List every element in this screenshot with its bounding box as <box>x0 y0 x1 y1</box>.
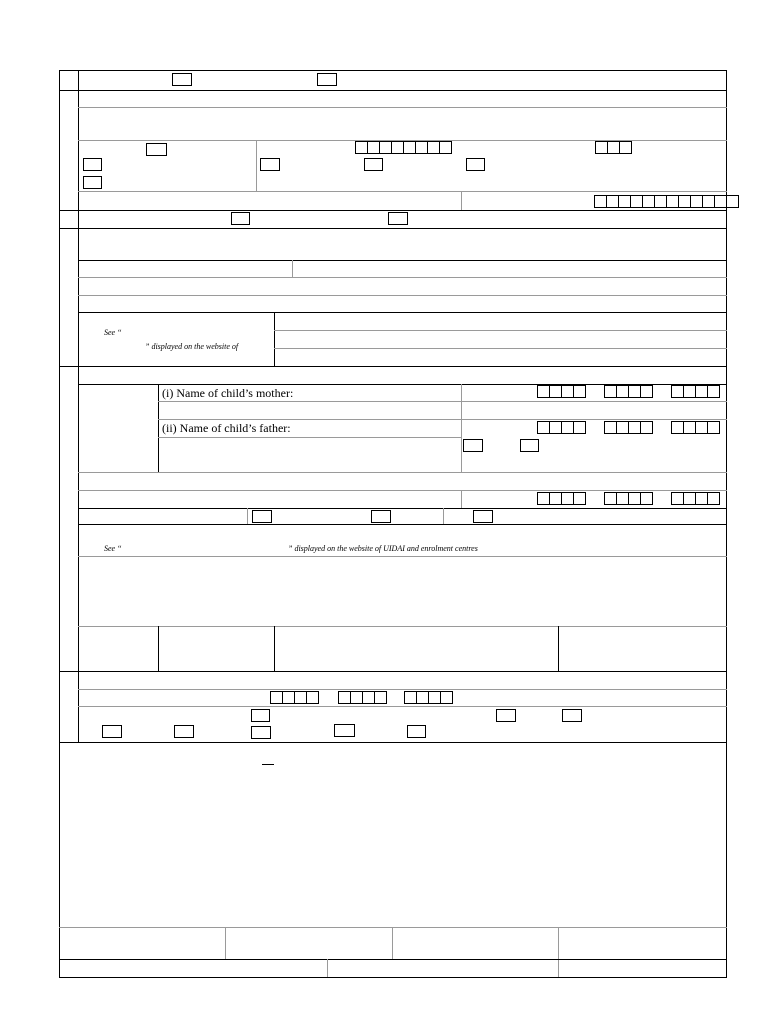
option-checkbox[interactable] <box>251 709 270 722</box>
section-separator <box>59 210 727 211</box>
section-separator <box>59 90 727 91</box>
field-line <box>78 556 727 557</box>
signature-row-bottom <box>59 959 727 960</box>
option-checkbox[interactable] <box>463 439 483 452</box>
mother-digit-group-1[interactable] <box>537 385 586 398</box>
row1-option-checkbox[interactable] <box>172 73 192 86</box>
twelve-digit-input[interactable] <box>594 195 739 208</box>
field-line <box>274 330 727 331</box>
option-checkbox[interactable] <box>174 725 194 738</box>
field-line <box>158 437 461 438</box>
option-checkbox[interactable] <box>466 158 485 171</box>
option-checkbox[interactable] <box>251 726 271 739</box>
field-divider <box>443 508 444 525</box>
field-divider <box>461 490 462 508</box>
field-divider <box>461 191 462 210</box>
option-checkbox[interactable] <box>83 176 102 189</box>
father-digit-group-1[interactable] <box>537 421 586 434</box>
see-note-prefix: See “ <box>104 544 122 553</box>
option-checkbox[interactable] <box>252 510 272 523</box>
eight-digit-input[interactable] <box>355 141 452 154</box>
three-digit-input[interactable] <box>595 141 632 154</box>
row3-option-checkbox[interactable] <box>231 212 250 225</box>
field-line <box>78 107 727 108</box>
field-line <box>78 508 727 509</box>
guardian-digit-group-1[interactable] <box>537 492 586 505</box>
option-checkbox[interactable] <box>260 158 280 171</box>
option-checkbox[interactable] <box>520 439 539 452</box>
field-divider <box>558 626 559 671</box>
option-checkbox[interactable] <box>407 725 426 738</box>
father-name-label: (ii) Name of child’s father: <box>162 421 291 435</box>
signature-divider <box>225 927 226 960</box>
field-line <box>78 706 727 707</box>
field-line <box>78 260 727 261</box>
option-checkbox[interactable] <box>364 158 383 171</box>
frame-left-border <box>59 70 60 978</box>
field-line <box>78 524 727 525</box>
field-divider <box>274 626 275 671</box>
field-divider <box>292 260 293 278</box>
signature-row-top <box>59 927 727 928</box>
option-checkbox[interactable] <box>473 510 493 523</box>
section-separator <box>59 366 727 367</box>
field-line <box>158 419 727 420</box>
mother-name-label: (i) Name of child’s mother: <box>162 386 294 400</box>
date-digit-group-3[interactable] <box>404 691 453 704</box>
field-divider <box>256 140 257 192</box>
field-line <box>78 689 727 690</box>
guardian-digit-group-3[interactable] <box>671 492 720 505</box>
option-checkbox[interactable] <box>371 510 391 523</box>
field-line <box>158 401 727 402</box>
section-separator <box>59 742 727 743</box>
field-line <box>78 295 727 296</box>
field-divider <box>158 384 159 473</box>
field-line <box>78 277 727 278</box>
mother-digit-group-3[interactable] <box>671 385 720 398</box>
option-checkbox[interactable] <box>496 709 516 722</box>
signature-divider <box>327 959 328 977</box>
field-line <box>274 348 727 349</box>
option-checkbox[interactable] <box>562 709 582 722</box>
field-divider <box>158 626 159 671</box>
guardian-digit-group-2[interactable] <box>604 492 653 505</box>
field-divider <box>274 312 275 366</box>
option-checkbox[interactable] <box>146 143 167 156</box>
field-line <box>78 472 727 473</box>
see-note-prefix: See “ <box>104 328 122 337</box>
frame-bottom-border <box>59 977 727 978</box>
date-digit-group-2[interactable] <box>338 691 387 704</box>
option-checkbox[interactable] <box>102 725 122 738</box>
row1-option-checkbox[interactable] <box>317 73 337 86</box>
section-separator <box>59 671 727 672</box>
father-digit-group-2[interactable] <box>604 421 653 434</box>
frame-top-border <box>59 70 727 71</box>
section-separator <box>59 228 727 229</box>
signature-divider <box>558 927 559 977</box>
field-line <box>78 312 727 313</box>
website-note: ” displayed on the website of UIDAI and enrolment centres <box>288 544 478 553</box>
row3-option-checkbox[interactable] <box>388 212 408 225</box>
field-line <box>78 191 727 192</box>
signature-divider <box>392 927 393 960</box>
father-digit-group-3[interactable] <box>671 421 720 434</box>
option-checkbox[interactable] <box>83 158 102 171</box>
website-note: ” displayed on the website of <box>145 342 239 351</box>
field-divider <box>461 384 462 473</box>
field-divider <box>247 508 248 525</box>
option-checkbox[interactable] <box>334 724 355 737</box>
mother-digit-group-2[interactable] <box>604 385 653 398</box>
date-digit-group-1[interactable] <box>270 691 319 704</box>
field-line <box>78 490 727 491</box>
field-line <box>78 626 727 627</box>
serial-column-border <box>78 70 79 742</box>
dash-mark <box>262 764 274 765</box>
